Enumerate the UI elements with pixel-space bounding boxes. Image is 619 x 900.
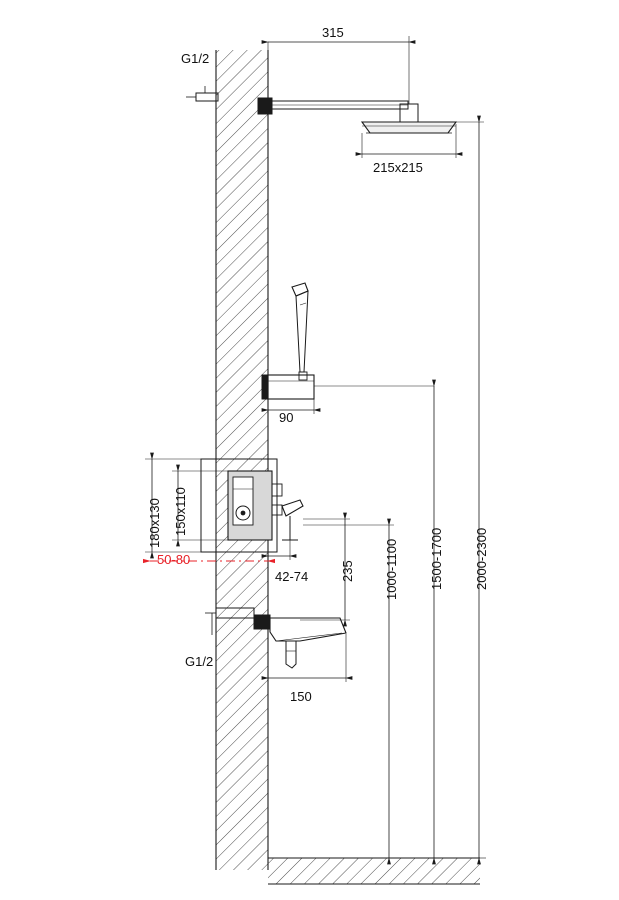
label-box-outer: 180x130	[147, 498, 162, 548]
label-inlet-top: G1/2	[181, 51, 210, 66]
dim-arm-length	[268, 36, 409, 104]
label-handle-height: 235	[340, 560, 355, 582]
hand-shower-bracket	[262, 375, 314, 399]
label-box-inner: 150x110	[173, 487, 188, 536]
label-inlet-bottom: G1/2	[185, 654, 214, 669]
label-mixer-height-range: 1000-1100	[384, 538, 399, 600]
label-head-height-range: 2000-2300	[474, 527, 489, 590]
mixer-handle	[282, 500, 303, 540]
dim-spout-offset	[268, 540, 290, 560]
label-arm-length: 315	[322, 25, 344, 40]
label-wall-depth: 50-80	[157, 552, 191, 567]
top-water-inlet	[186, 86, 218, 101]
label-spout-length: 150	[290, 689, 312, 704]
label-handshower-height-range: 1500-1700	[429, 527, 444, 590]
shower-arm	[258, 98, 408, 114]
floor-section	[268, 858, 480, 884]
concealed-mixer-box	[201, 459, 282, 552]
label-head-size: 215x215	[373, 160, 423, 175]
rain-shower-head	[362, 104, 456, 133]
wall-section	[216, 50, 268, 870]
dim-head-height	[456, 122, 489, 858]
label-spout-offset: 42-74	[275, 569, 309, 584]
hand-shower	[292, 283, 308, 380]
label-handshower-bracket: 90	[279, 410, 294, 425]
